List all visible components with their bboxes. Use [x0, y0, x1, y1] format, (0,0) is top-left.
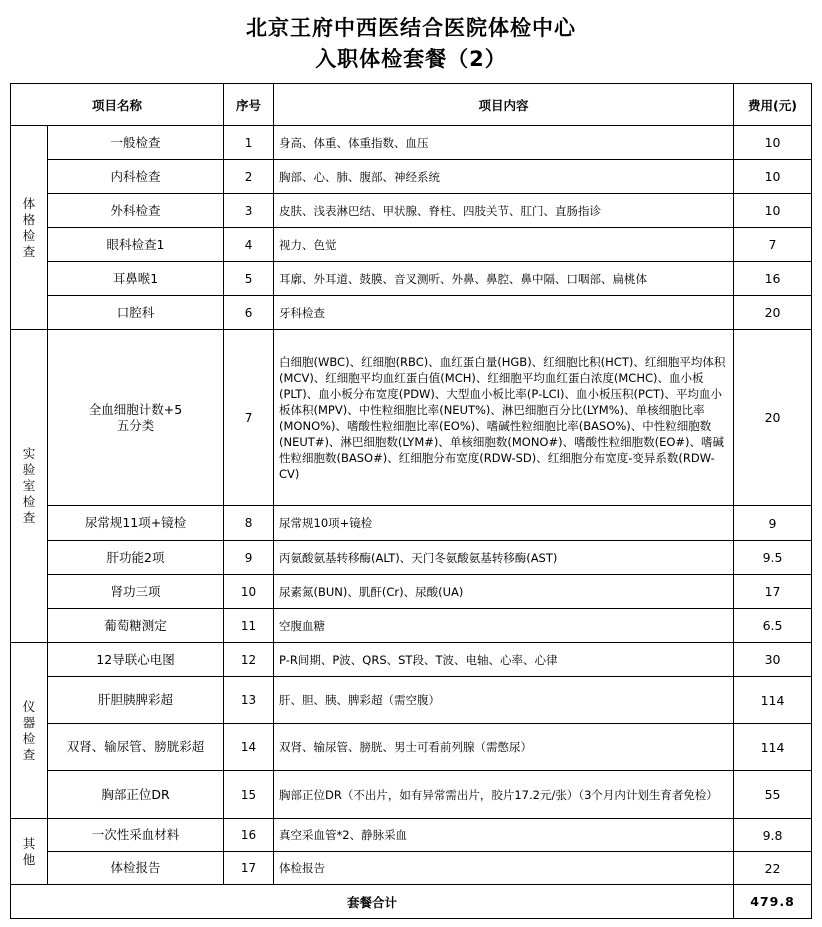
category-lab: 实 验 室 检 查 [11, 330, 48, 643]
table-row [11, 160, 812, 194]
item-seq: 12 [224, 643, 274, 677]
total-fee: 479.8 [734, 885, 812, 919]
table-row [11, 330, 812, 506]
item-fee: 9.8 [734, 819, 812, 852]
item-name: 12导联心电图 [48, 643, 224, 677]
item-fee: 22 [734, 852, 812, 885]
item-seq: 2 [224, 160, 274, 194]
item-name: 耳鼻喉1 [48, 262, 224, 296]
table-header-row [11, 84, 812, 126]
item-seq: 3 [224, 194, 274, 228]
item-name: 一次性采血材料 [48, 819, 224, 852]
item-seq: 4 [224, 228, 274, 262]
table-row [11, 575, 812, 609]
item-name: 肝功能2项 [48, 541, 224, 575]
item-content: 胸部、心、肺、腹部、神经系统 [274, 160, 734, 194]
item-seq: 5 [224, 262, 274, 296]
item-content: 耳廓、外耳道、鼓膜、音叉测听、外鼻、鼻腔、鼻中隔、口咽部、扁桃体 [274, 262, 734, 296]
item-seq: 8 [224, 506, 274, 541]
item-seq: 16 [224, 819, 274, 852]
item-name: 一般检查 [48, 126, 224, 160]
item-name: 外科检查 [48, 194, 224, 228]
item-fee: 114 [734, 724, 812, 771]
item-seq: 17 [224, 852, 274, 885]
table-row [11, 194, 812, 228]
item-content: 白细胞(WBC)、红细胞(RBC)、血红蛋白量(HGB)、红细胞比积(HCT)、红细胞平均体积(MCV)、红细胞平均血红蛋白值(MCH)、红细胞平均血红蛋白浓度(MCHC)、血小板(PLT)、血小板分布宽度(PDW)、大型血小板比率(P-LCI)、血小板压积(PCT)、平均血小板体积(MPV)、中性粒细胞比率(NEUT%)、淋巴细胞百分比(LYM%)、单核细胞比率(MONO%)、嗜酸性粒细胞比率(EO%)、嗜碱性粒细胞比率(BASO%)、中性粒细胞数(NEUT#)、淋巴细胞数(LYM#)、单核细胞数(MONO#)、嗜酸性粒细胞数(EO#)、嗜碱性粒细胞数(BASO#)、红细胞分布宽度(RDW-SD)、红细胞分布宽度-变异系数(RDW-CV) [274, 330, 734, 506]
item-content: 真空采血管*2、静脉采血 [274, 819, 734, 852]
item-name: 口腔科 [48, 296, 224, 330]
header-seq: 序号 [224, 84, 274, 126]
item-fee: 114 [734, 677, 812, 724]
item-fee: 17 [734, 575, 812, 609]
table-row [11, 609, 812, 643]
table-row [11, 228, 812, 262]
item-seq: 6 [224, 296, 274, 330]
item-content: 身高、体重、体重指数、血压 [274, 126, 734, 160]
table-row [11, 506, 812, 541]
item-seq: 15 [224, 771, 274, 819]
item-seq: 11 [224, 609, 274, 643]
total-row [11, 885, 812, 919]
table-row [11, 262, 812, 296]
table-row [11, 771, 812, 819]
item-content: 肝、胆、胰、脾彩超（需空腹） [274, 677, 734, 724]
item-name: 葡萄糖测定 [48, 609, 224, 643]
item-content: P-R间期、P波、QRS、ST段、T波、电轴、心率、心律 [274, 643, 734, 677]
page-subtitle: 入职体检套餐（2） [315, 47, 507, 71]
item-fee: 30 [734, 643, 812, 677]
header-fee: 费用(元) [734, 84, 812, 126]
item-seq: 7 [224, 330, 274, 506]
page-title: 北京王府中西医结合医院体检中心 [246, 16, 576, 40]
item-content: 皮肤、浅表淋巴结、甲状腺、脊柱、四肢关节、肛门、直肠指诊 [274, 194, 734, 228]
item-name: 胸部正位DR [48, 771, 224, 819]
item-name: 尿常规11项+镜检 [48, 506, 224, 541]
table-row [11, 677, 812, 724]
table-row [11, 643, 812, 677]
item-name: 眼科检查1 [48, 228, 224, 262]
item-seq: 10 [224, 575, 274, 609]
item-name: 体检报告 [48, 852, 224, 885]
table-row [11, 541, 812, 575]
header-content: 项目内容 [274, 84, 734, 126]
header-item-name: 项目名称 [11, 84, 224, 126]
item-fee: 10 [734, 126, 812, 160]
item-seq: 1 [224, 126, 274, 160]
category-other: 其 他 [11, 819, 48, 885]
item-content: 胸部正位DR（不出片，如有异常需出片，胶片17.2元/张）（3个月内计划生育者免检） [274, 771, 734, 819]
item-fee: 10 [734, 194, 812, 228]
total-label: 套餐合计 [11, 885, 734, 919]
category-physical: 体 格 检 查 [11, 126, 48, 330]
package-table [10, 83, 812, 919]
item-content: 尿素氮(BUN)、肌酐(Cr)、尿酸(UA) [274, 575, 734, 609]
item-fee: 6.5 [734, 609, 812, 643]
item-fee: 20 [734, 330, 812, 506]
item-fee: 9 [734, 506, 812, 541]
item-content: 空腹血糖 [274, 609, 734, 643]
item-name: 肝胆胰脾彩超 [48, 677, 224, 724]
item-content: 牙科检查 [274, 296, 734, 330]
item-content: 体检报告 [274, 852, 734, 885]
item-seq: 9 [224, 541, 274, 575]
item-content: 尿常规10项+镜检 [274, 506, 734, 541]
table-row [11, 126, 812, 160]
item-seq: 14 [224, 724, 274, 771]
item-seq: 13 [224, 677, 274, 724]
item-name: 内科检查 [48, 160, 224, 194]
table-row [11, 724, 812, 771]
item-name: 双肾、输尿管、膀胱彩超 [48, 724, 224, 771]
item-fee: 16 [734, 262, 812, 296]
item-name: 肾功三项 [48, 575, 224, 609]
item-fee: 20 [734, 296, 812, 330]
item-content: 丙氨酸氨基转移酶(ALT)、天门冬氨酸氨基转移酶(AST) [274, 541, 734, 575]
table-row [11, 296, 812, 330]
item-name: 全血细胞计数+5 五分类 [48, 330, 224, 506]
item-content: 双肾、输尿管、膀胱、男士可看前列腺（需憋尿） [274, 724, 734, 771]
table-row [11, 819, 812, 852]
category-instrument: 仪 器 检 查 [11, 643, 48, 819]
item-fee: 55 [734, 771, 812, 819]
item-content: 视力、色觉 [274, 228, 734, 262]
item-fee: 9.5 [734, 541, 812, 575]
item-fee: 10 [734, 160, 812, 194]
table-row [11, 852, 812, 885]
item-fee: 7 [734, 228, 812, 262]
